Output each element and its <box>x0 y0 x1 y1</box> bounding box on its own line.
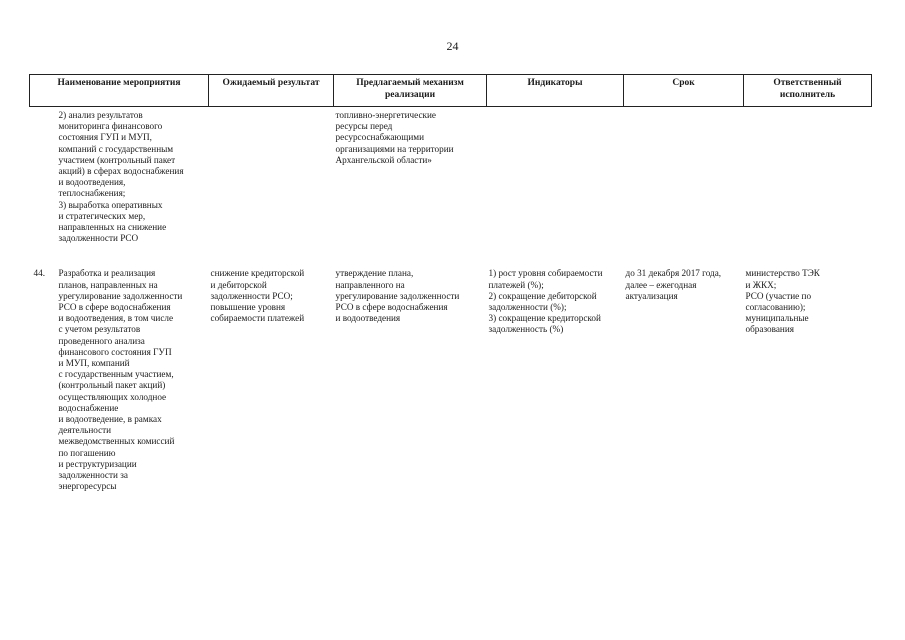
cell-name: 2) анализ результатов мониторинга финансового состояния ГУП и МУП, компаний с государственным участием (контрольный пакет акций) в сферах водоснабжения и водоотведения, теплоснабжения; 3) выработка оперативных и стратегических мер, направленных на снижение задолженности РСО <box>58 110 184 244</box>
cell-result: снижение кредиторской и дебиторской задолженности РСО; повышение уровня собираемости платежей <box>210 268 305 324</box>
cell-indicators <box>487 107 624 245</box>
cell-responsible <box>744 107 872 245</box>
cell-mechanism: топливно-энергетические ресурсы перед ресурсоснабжающими организациями на территории Архангельской области» <box>335 110 454 165</box>
cell-indicators: 1) рост уровня собираемости платежей (%); 2) сокращение дебиторской задолженности (%); 3) сокращение кредиторской задолженность (%) <box>488 268 603 335</box>
cell-name: Разработка и реализация планов, направленных на урегулирование задолженности РСО в сфере водоснабжения и водоотведения, в том числе с учетом результатов проведенного анализа финансового состояния ГУП и МУП, компаний с государственным участием, (контрольный пакет акций) осуществляющих холодное водоснабжение и водоотведение, в рамках деятельности межведомственных комиссий по погашению и реструктуризации задолженности за энергоресурсы <box>58 268 183 492</box>
header-indicators: Индикаторы <box>487 75 624 107</box>
table-header-row <box>30 75 872 107</box>
cell-number <box>30 107 57 245</box>
cell-result <box>209 107 334 245</box>
table-row-continuation <box>30 107 872 245</box>
cell-deadline <box>624 107 744 245</box>
header-result: Ожидаемый результат <box>209 75 334 107</box>
header-deadline: Срок <box>624 75 744 107</box>
cell-deadline: до 31 декабря 2017 года, далее – ежегодная актуализация <box>625 268 722 301</box>
table-row-44 <box>30 244 872 492</box>
cell-responsible: министерство ТЭК и ЖКХ; РСО (участие по согласованию); муниципальные образования <box>745 268 820 335</box>
cell-number: 44. <box>33 268 45 279</box>
header-name: Наименование мероприятия <box>30 75 209 107</box>
cell-mechanism: утверждение плана, направленного на урегулирование задолженности РСО в сфере водоснабжения и водоотведения <box>335 268 460 324</box>
measures-table <box>29 74 872 493</box>
page-number: 24 <box>446 39 459 53</box>
header-responsible: Ответственный исполнитель <box>744 75 872 107</box>
header-mechanism: Предлагаемый механизм реализации <box>334 75 487 107</box>
